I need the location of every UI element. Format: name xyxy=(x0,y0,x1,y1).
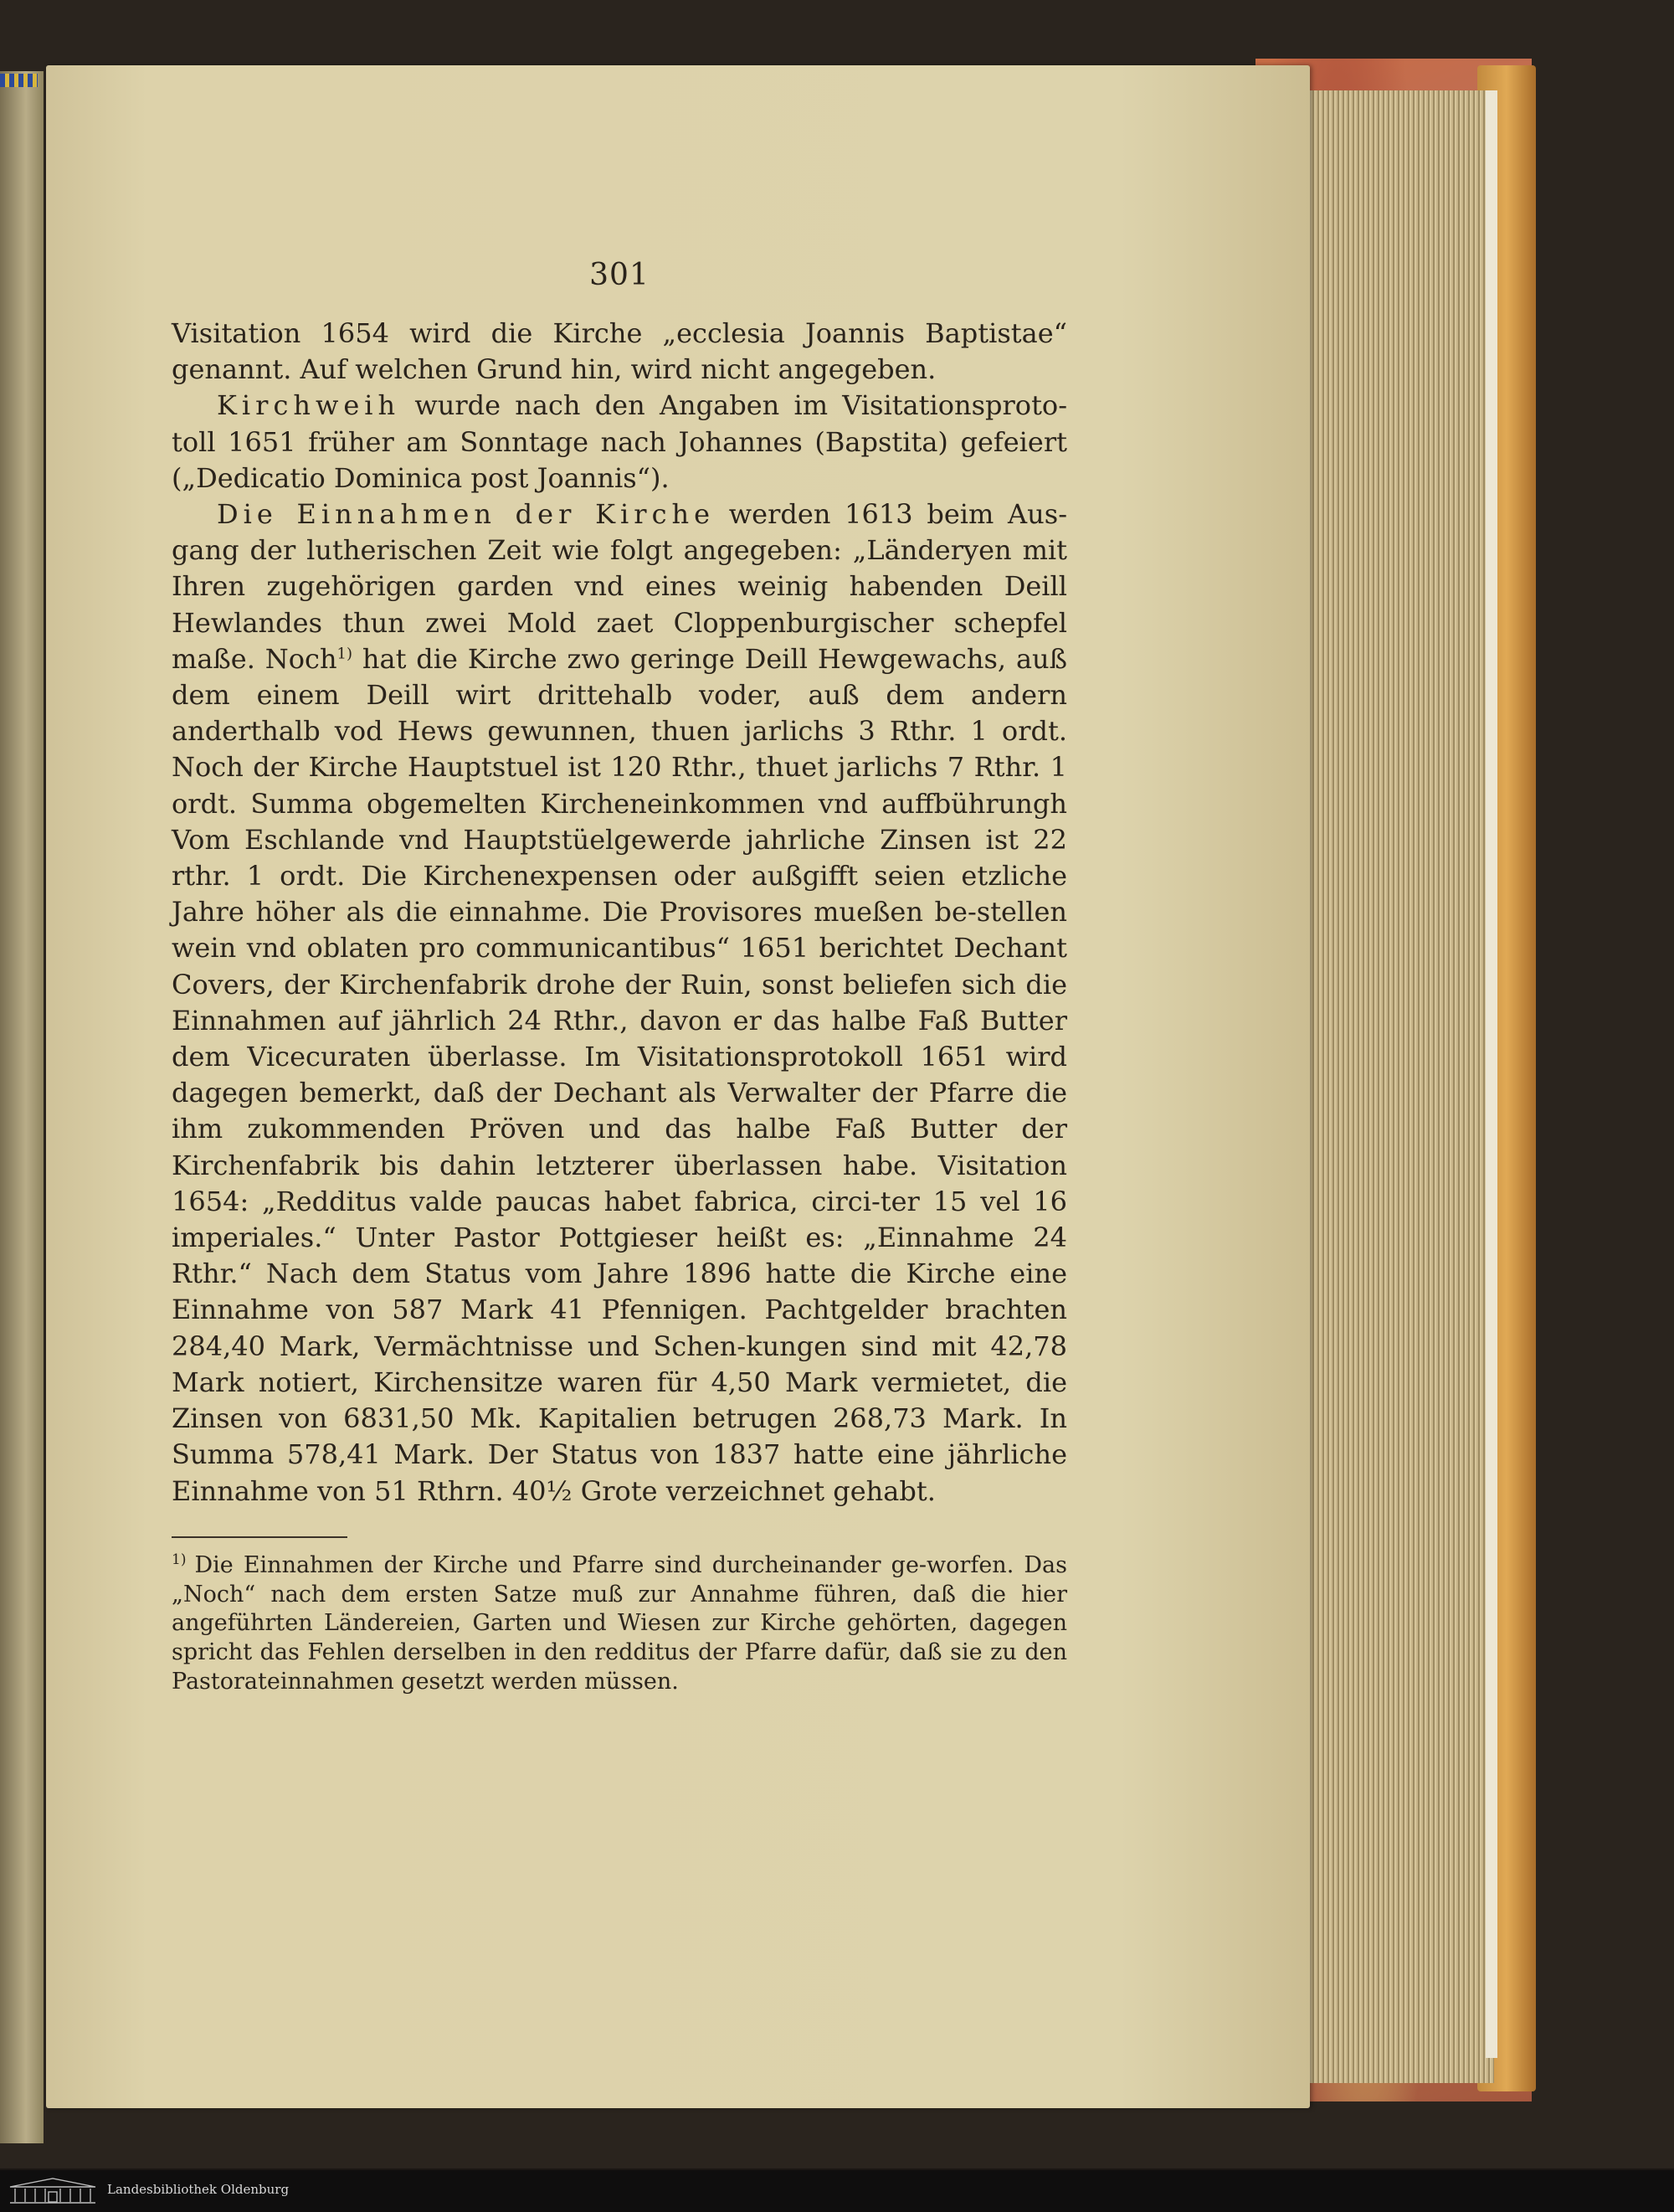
footnote-text: Die Einnahmen der Kirche und Pfarre sind durcheinander ge-worfen. Das „Noch“ nach dem ersten Satze muß zur Annahme führen, daß die hier angeführten Ländereien, Garten und Wiesen zur Kirche gehörten, dagegen spricht das Fehlen derselben in den redditus der Pfarre dafür, daß sie zu den Pastorateinnahmen gesetzt werden müssen. xyxy=(172,1551,1067,1695)
page-edges xyxy=(1306,90,1494,2083)
library-building-icon xyxy=(7,2177,99,2205)
page-number: 301 xyxy=(589,258,650,292)
paragraph-3-text-b: hat die Kirche zwo geringe Deill Hewgewachs, auß dem einem Deill wirt drittehalb voder, auß dem andern anderthalb vod Hews gewunnen, thuen jarlichs 3 Rthr. 1 ordt. Noch der Kirche Hauptstuel ist 120 Rthr., thuet jarlichs 7 Rthr. 1 ordt. Summa obgemelten Kircheneinkommen vnd auffbührungh Vom Eschlande vnd Hauptstüelgewerde jahrliche Zinsen ist 22 rthr. 1 ordt. Die Kirchenexpensen oder außgifft seien etzliche Jahre höher als die einnahme. Die Provisores mueßen be-stellen wein vnd oblaten pro communicantibus“ 1651 berichtet Dechant Covers, der Kirchenfabrik drohe der Ruin, sonst beliefen sich die Einnahmen auf jährlich 24 Rthr., davon er das halbe Faß Butter dem Vicecuraten überlasse. Im Visitationsprotokoll 1651 wird dagegen bemerkt, daß der Dechant als Verwalter der Pfarre die ihm zukommenden Pröven und das halbe Faß Butter der Kirchenfabrik bis dahin letzterer überlassen habe. Visitation 1654: „Redditus valde paucas habet fabrica, circi-ter 15 vel 16 imperiales.“ Unter Pastor Pottgieser heißt es: „Einnahme 24 Rthr.“ Nach dem Status vom Jahre 1896 hatte die Kirche eine Einnahme von 587 Mark 41 Pfennigen. Pachtgelder brachten 284,40 Mark, Vermächtnisse und Schen-kungen sind mit 42,78 Mark notiert, Kirchensitze waren für 4,50 Mark vermietet, die Zinsen von 6831,50 Mk. Kapitalien betrugen 268,73 Mark. In Summa 578,41 Mark. Der Status von 1837 hatte eine jährliche Einnahme von 51 Rthrn. 40½ Grote verzeichnet gehabt. xyxy=(172,642,1067,1507)
main-text xyxy=(172,316,1067,1510)
paper-sliver xyxy=(1486,90,1497,2058)
paragraph-3-heading: Die Einnahmen der Kirche xyxy=(217,498,716,531)
paragraph-2 xyxy=(172,388,1067,496)
paragraph-3-text-a: werden 1613 beim Aus-gang der lutherischen Zeit wie folgt angegeben: „Länderyen mit Ihren zugehörigen garden vnd eines weinig habenden Deill Hewlandes thun zwei Mold zaet Cloppenburgischer schepfel maße. Noch xyxy=(172,498,1068,675)
library-name: Landesbibliothek Oldenburg xyxy=(107,2182,290,2197)
footnote-divider xyxy=(172,1536,347,1538)
book-page xyxy=(46,65,1310,2108)
paragraph-1 xyxy=(172,316,1067,388)
paragraph-1-text: Visitation 1654 wird die Kirche „ecclesia Joannis Baptistae“ genannt. Auf welchen Grund hin, wird nicht angegeben. xyxy=(172,317,1067,386)
left-page-edge xyxy=(0,71,44,2143)
paragraph-3 xyxy=(172,496,1067,1510)
footnote-reference: 1) xyxy=(336,645,353,663)
spine-decoration xyxy=(0,74,38,87)
footnote-mark: 1) xyxy=(172,1551,187,1568)
footnote xyxy=(172,1551,1067,1697)
paragraph-2-text: wurde nach den Angaben im Visitationsproto-toll 1651 früher am Sonntage nach Johannes (Bapstita) gefeiert („Dedicatio Dominica post Joannis“). xyxy=(172,389,1067,494)
paragraph-2-heading: Kirchweih xyxy=(217,389,401,422)
page-content xyxy=(172,258,1067,1697)
